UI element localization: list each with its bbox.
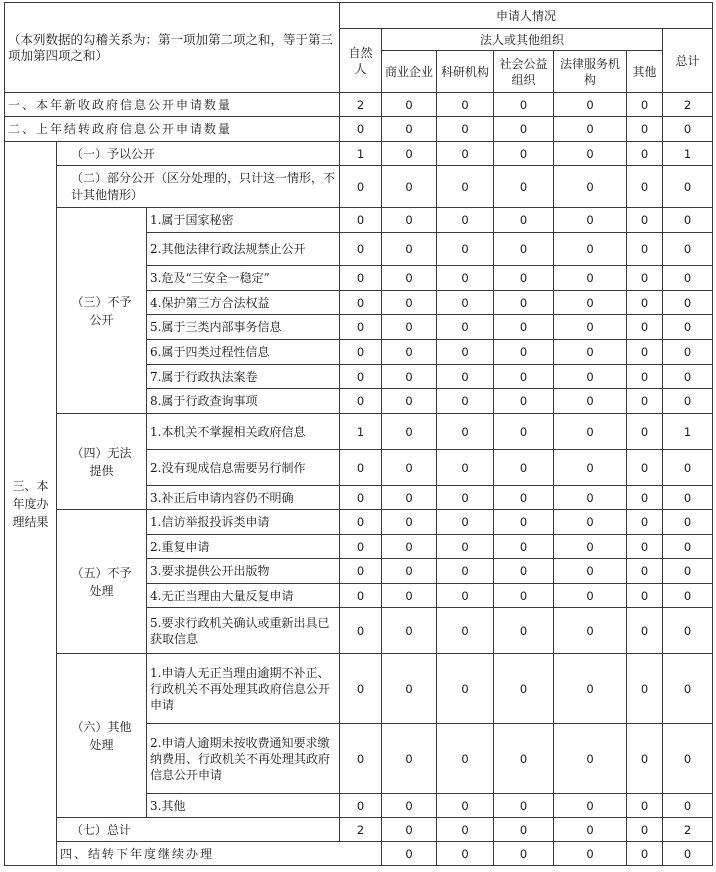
cell-value: 0: [437, 535, 494, 559]
cell-value: 0: [627, 315, 663, 340]
cell-value: 0: [494, 724, 554, 794]
cell-value: 0: [627, 340, 663, 365]
cell-value: 0: [554, 842, 627, 866]
cell-value: 0: [663, 166, 713, 208]
header-col-legal-service: 法律服务机构: [554, 51, 627, 93]
cell-value: 0: [663, 117, 713, 142]
cell-value: 2: [340, 93, 382, 117]
cell-value: 0: [663, 389, 713, 414]
cell-value: 0: [627, 724, 663, 794]
cell-value: 0: [437, 208, 494, 233]
cell-value: 0: [554, 315, 627, 340]
cell-value: 0: [437, 291, 494, 315]
row-label: 一、本年新收政府信息公开申请数量: [5, 93, 340, 117]
cell-value: 0: [663, 315, 713, 340]
row-label: 5.要求行政机关确认或重新出具已获取信息: [147, 608, 340, 654]
cell-value: 0: [554, 535, 627, 559]
row-label: 3.要求提供公开出版物: [147, 559, 340, 584]
cell-value: 0: [494, 414, 554, 450]
cell-value: 0: [340, 233, 382, 266]
row-label: 3.其他: [147, 794, 340, 818]
cell-value: 0: [382, 842, 437, 866]
cell-value: 0: [494, 535, 554, 559]
cell-value: 0: [663, 340, 713, 365]
cell-value: 0: [663, 724, 713, 794]
cell-value: 0: [340, 340, 382, 365]
cell-value: 0: [663, 559, 713, 584]
table-row: [5, 414, 713, 450]
cell-value: 0: [663, 654, 713, 724]
cell-value: 0: [627, 794, 663, 818]
cell-value: 0: [627, 818, 663, 842]
cell-value: 0: [340, 584, 382, 608]
row-label: 二、上年结转政府信息公开申请数量: [5, 117, 340, 142]
cell-value: 0: [554, 142, 627, 166]
cell-value: 0: [554, 724, 627, 794]
row-label: 1.属于国家秘密: [147, 208, 340, 233]
cell-value: 0: [554, 450, 627, 486]
cell-value: 0: [437, 842, 494, 866]
cell-value: 0: [437, 117, 494, 142]
cell-value: 0: [494, 315, 554, 340]
header-total: 总计: [663, 29, 713, 93]
cell-value: 0: [494, 93, 554, 117]
cell-value: 2: [663, 818, 713, 842]
row-label: 4.保护第三方合法权益: [147, 291, 340, 315]
cell-value: 0: [437, 584, 494, 608]
cell-value: 0: [382, 414, 437, 450]
cell-value: 0: [494, 233, 554, 266]
group-not-disclosed-label: （三）不予公开: [57, 208, 147, 414]
table-row: [5, 208, 713, 233]
cell-value: 0: [627, 559, 663, 584]
cell-value: 0: [554, 486, 627, 510]
header-col-research: 科研机构: [437, 51, 494, 93]
cell-value: 0: [663, 510, 713, 535]
cell-value: 0: [554, 117, 627, 142]
cell-value: 0: [437, 142, 494, 166]
cell-value: 0: [340, 450, 382, 486]
cell-value: 0: [382, 340, 437, 365]
cell-value: 0: [554, 654, 627, 724]
group-other-handling-label: （六）其他处理: [57, 654, 147, 818]
cell-value: 0: [437, 233, 494, 266]
cell-value: 0: [340, 654, 382, 724]
cell-value: 0: [627, 142, 663, 166]
cell-value: 0: [663, 608, 713, 654]
cell-value: 0: [554, 208, 627, 233]
table-row: [5, 818, 713, 842]
header-note: （本列数据的勾稽关系为：第一项加第二项之和，等于第三项加第四项之和）: [5, 3, 340, 93]
cell-value: 0: [382, 486, 437, 510]
cell-value: 0: [437, 389, 494, 414]
cell-value: 0: [554, 818, 627, 842]
cell-value: 0: [340, 365, 382, 389]
cell-value: 0: [494, 450, 554, 486]
cell-value: 0: [554, 340, 627, 365]
group-cannot-provide-label: （四）无法提供: [57, 414, 147, 510]
cell-value: 0: [554, 794, 627, 818]
cell-value: 0: [382, 450, 437, 486]
cell-value: 0: [382, 365, 437, 389]
cell-value: 0: [494, 266, 554, 291]
cell-value: 0: [382, 166, 437, 208]
cell-value: 0: [340, 315, 382, 340]
cell-value: 0: [340, 510, 382, 535]
cell-value: 0: [382, 208, 437, 233]
cell-value: 0: [382, 233, 437, 266]
cell-value: 0: [554, 608, 627, 654]
cell-value: 0: [494, 389, 554, 414]
cell-value: 0: [627, 365, 663, 389]
cell-value: 2: [663, 93, 713, 117]
row-label: 四、结转下年度继续办理: [57, 842, 382, 866]
cell-value: 0: [627, 389, 663, 414]
table-row: [5, 142, 713, 166]
cell-value: 0: [554, 389, 627, 414]
cell-value: 0: [494, 818, 554, 842]
cell-value: 0: [627, 584, 663, 608]
cell-value: 0: [382, 291, 437, 315]
cell-value: 0: [340, 266, 382, 291]
cell-value: 0: [627, 117, 663, 142]
cell-value: 0: [382, 654, 437, 724]
cell-value: 0: [627, 166, 663, 208]
cell-value: 0: [627, 291, 663, 315]
row-label: （一）予以公开: [57, 142, 340, 166]
cell-value: 1: [340, 142, 382, 166]
cell-value: 0: [382, 93, 437, 117]
cell-value: 0: [437, 340, 494, 365]
cell-value: 0: [663, 535, 713, 559]
header-applicant: 申请人情况: [340, 3, 713, 29]
cell-value: 0: [554, 266, 627, 291]
cell-value: 0: [663, 266, 713, 291]
header-col-business: 商业企业: [382, 51, 437, 93]
cell-value: 0: [437, 414, 494, 450]
cell-value: 0: [494, 654, 554, 724]
row-label: 1.本机关不掌握相关政府信息: [147, 414, 340, 450]
cell-value: 0: [627, 266, 663, 291]
cell-value: 0: [340, 486, 382, 510]
cell-value: 0: [627, 233, 663, 266]
cell-value: 2: [340, 818, 382, 842]
cell-value: 0: [554, 365, 627, 389]
cell-value: 0: [494, 486, 554, 510]
cell-value: 0: [437, 608, 494, 654]
row-label: 2.其他法律行政法规禁止公开: [147, 233, 340, 266]
row-label: 2.没有现成信息需要另行制作: [147, 450, 340, 486]
cell-value: 0: [382, 315, 437, 340]
cell-value: 0: [663, 794, 713, 818]
cell-value: 0: [382, 117, 437, 142]
cell-value: 0: [494, 291, 554, 315]
cell-value: 1: [340, 414, 382, 450]
cell-value: 0: [554, 414, 627, 450]
cell-value: 0: [340, 794, 382, 818]
cell-value: 0: [437, 818, 494, 842]
cell-value: 0: [437, 315, 494, 340]
cell-value: 0: [382, 584, 437, 608]
row-label: 2.重复申请: [147, 535, 340, 559]
row-label: 3.补正后申请内容仍不明确: [147, 486, 340, 510]
cell-value: 0: [494, 608, 554, 654]
cell-value: 0: [340, 724, 382, 794]
cell-value: 0: [554, 233, 627, 266]
row-label: 4.无正当理由大量反复申请: [147, 584, 340, 608]
cell-value: 0: [437, 266, 494, 291]
cell-value: 0: [340, 559, 382, 584]
cell-value: 0: [340, 291, 382, 315]
cell-value: 0: [437, 724, 494, 794]
cell-value: 0: [437, 486, 494, 510]
cell-value: 0: [494, 340, 554, 365]
cell-value: 0: [554, 93, 627, 117]
cell-value: 0: [663, 208, 713, 233]
cell-value: 0: [554, 584, 627, 608]
cell-value: 0: [494, 117, 554, 142]
cell-value: 0: [437, 654, 494, 724]
header-natural-person: 自然人: [340, 29, 382, 93]
row-label: 1.申请人无正当理由逾期不补正、行政机关不再处理其政府信息公开申请: [147, 654, 340, 724]
cell-value: 0: [627, 486, 663, 510]
cell-value: 0: [382, 608, 437, 654]
cell-value: 0: [437, 365, 494, 389]
cell-value: 0: [663, 365, 713, 389]
cell-value: 0: [554, 291, 627, 315]
cell-value: 0: [494, 365, 554, 389]
cell-value: 0: [340, 117, 382, 142]
cell-value: 0: [382, 535, 437, 559]
cell-value: 0: [340, 535, 382, 559]
row-label: 7.属于行政执法案卷: [147, 365, 340, 389]
cell-value: 0: [554, 559, 627, 584]
row-label: 1.信访举报投诉类申请: [147, 510, 340, 535]
cell-value: 0: [437, 166, 494, 208]
row-label: 8.属于行政查询事项: [147, 389, 340, 414]
table-row: [5, 166, 713, 208]
cell-value: 0: [627, 208, 663, 233]
group-not-processed-label: （五）不予处理: [57, 510, 147, 654]
cell-value: 0: [340, 608, 382, 654]
cell-value: 1: [663, 414, 713, 450]
cell-value: 0: [382, 794, 437, 818]
cell-value: 0: [340, 208, 382, 233]
cell-value: 0: [554, 166, 627, 208]
header-legal-group: 法人或其他组织: [382, 29, 663, 51]
cell-value: 0: [382, 266, 437, 291]
cell-value: 0: [494, 584, 554, 608]
cell-value: 0: [494, 166, 554, 208]
cell-value: 0: [627, 450, 663, 486]
cell-value: 0: [627, 535, 663, 559]
cell-value: 0: [627, 608, 663, 654]
cell-value: 0: [382, 724, 437, 794]
cell-value: 0: [663, 486, 713, 510]
section3-label: 三、本年度办理结果: [5, 142, 57, 866]
cell-value: 0: [627, 654, 663, 724]
cell-value: 0: [382, 389, 437, 414]
cell-value: 0: [627, 510, 663, 535]
cell-value: 0: [494, 142, 554, 166]
cell-value: 0: [437, 510, 494, 535]
cell-value: 0: [382, 559, 437, 584]
row-label: 5.属于三类内部事务信息: [147, 315, 340, 340]
cell-value: 0: [340, 389, 382, 414]
cell-value: 0: [663, 233, 713, 266]
cell-value: 0: [663, 842, 713, 866]
cell-value: 0: [382, 818, 437, 842]
table-row: [5, 842, 713, 866]
cell-value: 0: [494, 510, 554, 535]
cell-value: 0: [663, 450, 713, 486]
cell-value: 0: [663, 584, 713, 608]
cell-value: 0: [382, 510, 437, 535]
cell-value: 0: [494, 794, 554, 818]
table-row: [5, 510, 713, 535]
cell-value: 0: [627, 93, 663, 117]
cell-value: 0: [437, 559, 494, 584]
cell-value: 0: [627, 414, 663, 450]
cell-value: 0: [340, 166, 382, 208]
row-label: 2.申请人逾期未按收费通知要求缴纳费用、行政机关不再处理其政府信息公开申请: [147, 724, 340, 794]
header-col-other: 其他: [627, 51, 663, 93]
cell-value: 1: [663, 142, 713, 166]
table-row: [5, 654, 713, 724]
row-label: （二）部分公开（区分处理的，只计这一情形，不计其他情形）: [57, 166, 340, 208]
row-label: （七）总计: [57, 818, 340, 842]
row-label: 3.危及“三安全一稳定”: [147, 266, 340, 291]
cell-value: 0: [554, 510, 627, 535]
report-table: [4, 2, 713, 866]
cell-value: 0: [494, 559, 554, 584]
cell-value: 0: [437, 450, 494, 486]
table-row: [5, 117, 713, 142]
cell-value: 0: [382, 142, 437, 166]
cell-value: 0: [437, 93, 494, 117]
cell-value: 0: [663, 291, 713, 315]
cell-value: 0: [627, 842, 663, 866]
table-row: [5, 93, 713, 117]
row-label: 6.属于四类过程性信息: [147, 340, 340, 365]
header-col-public-welfare: 社会公益组织: [494, 51, 554, 93]
cell-value: 0: [494, 842, 554, 866]
cell-value: 0: [494, 208, 554, 233]
cell-value: 0: [437, 794, 494, 818]
